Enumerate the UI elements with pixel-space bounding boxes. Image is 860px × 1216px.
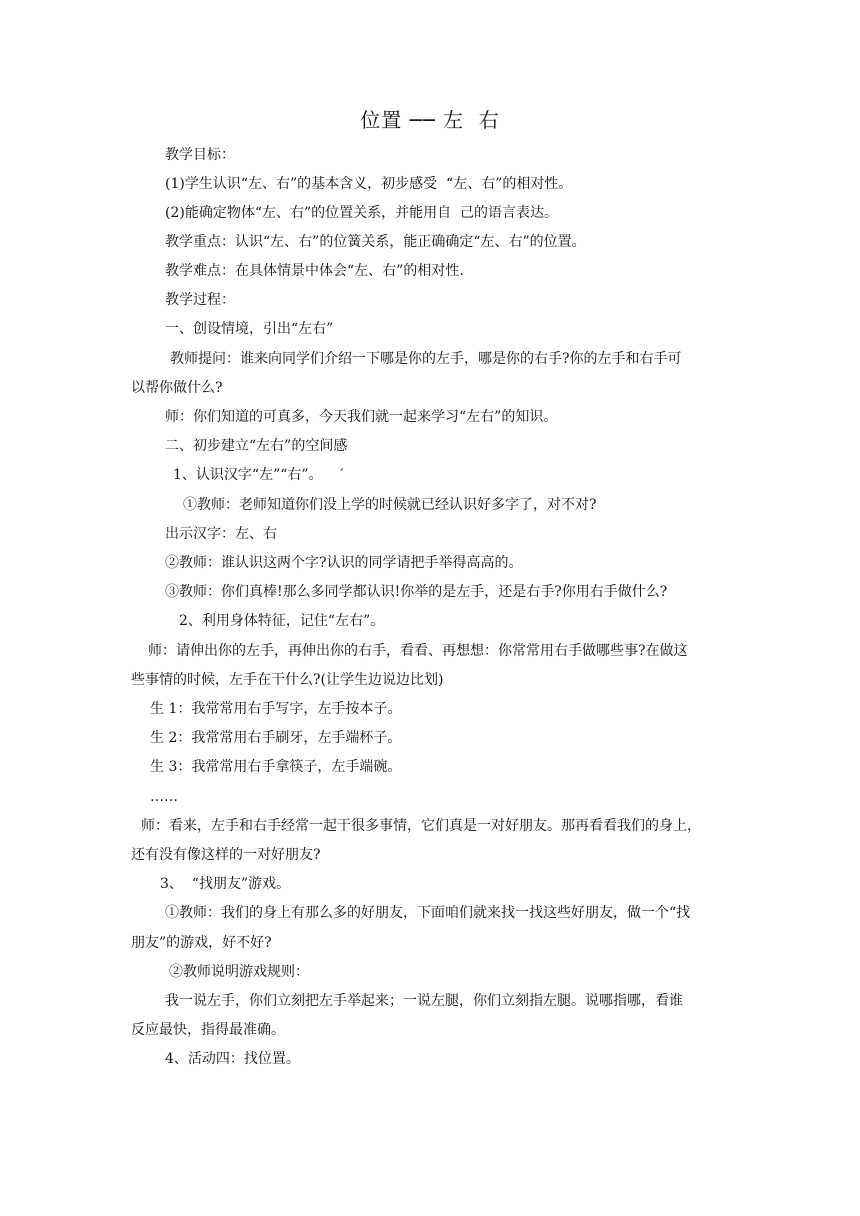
text-line: 3、 “找朋友”游戏。: [160, 876, 291, 892]
text-line: (2)能确定物体“左、右”的位置关系，并能用自 己的语言表达。: [165, 205, 559, 221]
text-line: ①教师：我们的身上有那么多的好朋友，下面咱们就来找一找这些好朋友，做一个“找: [165, 905, 691, 921]
text-line: 一、创设情境，引出“左右”: [165, 321, 334, 337]
text-line: 生 3：我常常用右手拿筷子，左手端碗。: [150, 759, 402, 775]
text-line: 教师提问：谁来向同学们介绍一下哪是你的左手，哪是你的右手?你的左手和右手可: [170, 351, 682, 367]
text-line: 生 2：我常常用右手刷牙，左手端杯子。: [150, 730, 402, 746]
text-line: 教学难点：在具体情景中体会“左、右”的相对性.: [165, 263, 464, 279]
text-line: 教学重点：认识“左、右”的位簧关系，能正确确定“左、右”的位置。: [165, 234, 586, 250]
text-line: 朋友”的游戏，好不好?: [131, 935, 272, 951]
text-line: 二、初步建立“左右”的空间感: [165, 438, 348, 454]
text-line: (1)学生认识“左、右”的基本含义，初步感受 “左、右”的相对性。: [165, 176, 573, 192]
text-line: 2、利用身体特征，记住“左右”。: [179, 613, 385, 629]
text-line: 还有没有像这样的一对好朋友?: [131, 847, 321, 863]
text-line: 教学目标：: [165, 147, 235, 163]
text-line: 出示汉字：左、右: [165, 526, 277, 542]
text-line: 4、活动四：找位置。: [165, 1051, 300, 1067]
document-title: 位置 ── 左 右: [360, 108, 500, 132]
text-line: 些事情的时候，左手在干什么?(让学生边说边比划): [131, 672, 444, 688]
text-line: 以帮你做什么?: [131, 380, 223, 396]
text-line: ③教师：你们真棒!那么多同学都认识!你举的是左手，还是右手?你用右手做什么?: [165, 584, 668, 600]
text-line: 师：请伸出你的左手，再伸出你的右手，看看、再想想：你常常用右手做哪些事?在做这: [148, 643, 688, 659]
text-line: 教学过程：: [165, 292, 235, 308]
text-line: 1、认识汉字“左”“右”。 ′: [173, 467, 344, 483]
text-line: 师：看来，左手和右手经常一起干很多事情，它们真是一对好朋友。那再看看我们的身上，: [141, 818, 701, 834]
text-line: 我一说左手，你们立刻把左手举起来；一说左腿，你们立刻指左腿。说哪指哪，看谁: [165, 993, 683, 1009]
text-line: ……: [150, 789, 178, 805]
text-line: ①教师：老师知道你们没上学的时候就已经认识好多字了，对不对?: [183, 497, 597, 513]
text-line: ②教师说明游戏规则：: [169, 964, 309, 980]
text-line: ②教师：谁认识这两个字?认识的同学请把手举得高高的。: [165, 555, 523, 571]
text-line: 师：你们知道的可真多，今天我们就一起来学习“左右”的知识。: [165, 409, 558, 425]
text-line: 反应最快，指得最准确。: [131, 1022, 285, 1038]
text-line: 生 1：我常常用右手写字，左手按本子。: [150, 701, 402, 717]
